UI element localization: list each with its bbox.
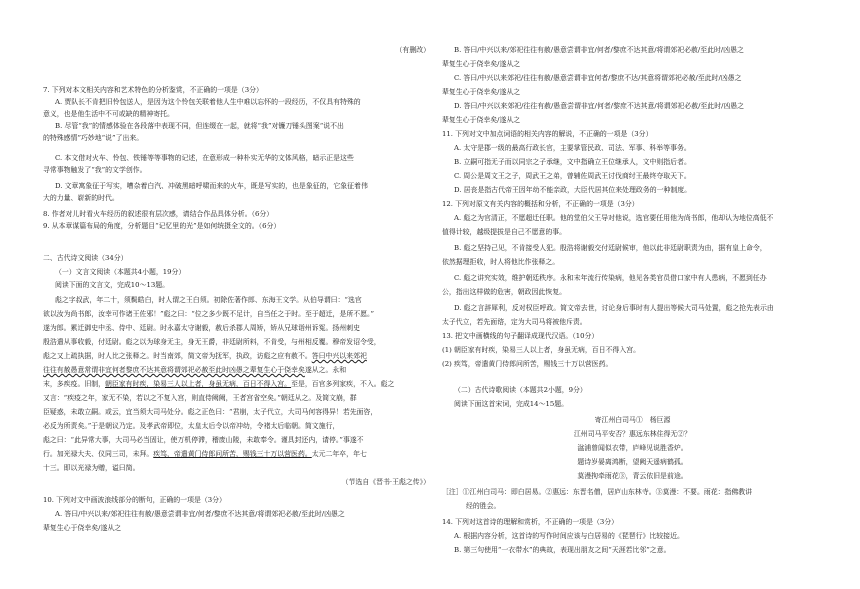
underlined-sentence-1: 朝臣家有时疾，染易三人以上者，身虽无病，百日不得入宫。	[105, 380, 292, 388]
q12-option-d-cont: 太子代立，若先面谘，定为大司马将被他斥责。	[442, 318, 587, 326]
q10-option-c-cont: 辈复生心于侥幸矣/遂从之	[442, 88, 521, 96]
subsection-1-title: （一）文言文阅读（本题共4小题，19分）	[55, 268, 186, 276]
q7-option-a-cont: 意义，也是他生活中不可或缺的精神寄托。	[43, 110, 174, 118]
subsection-1-instruction: 阅读下面的文言文，完成10～13题。	[55, 281, 170, 289]
q7-option-d: D. 文章寓象征于写实，嘈杂着白汽、冲破黑暗呼啸而来的火车，既是写实的，也是象征的，它象征着伟	[55, 182, 368, 190]
question-13-title: 13. 把文中画横线的句子翻译成现代汉语。（10分）	[442, 332, 599, 340]
q14-option-a: A. 根据内容分析，这首诗的写作时间应该与白居易的《琵琶行》比较接近。	[454, 532, 684, 540]
q10-option-d-cont: 辈复生心于侥幸矣/遂从之	[442, 116, 521, 124]
q7-option-d-cont: 大的力量、崭新的时代。	[43, 194, 119, 202]
source-note: （有删改）	[395, 46, 430, 54]
q12-option-b-cont: 依然据理拒收，时人将他比作张释之。	[442, 258, 560, 266]
q11-option-b: B. 立嗣可指无子而以同宗之子承继，文中指确立王位继承人，文中则指后者。	[454, 158, 691, 166]
q12-option-c: C. 彪之讲究实效，维护朝廷秩序。永和末年流行传染病，他见各类官员借口家中有人患病，不愿到任办	[454, 274, 767, 282]
q10-option-a: A. 答曰/中兴以来/郊祀往往有赦/愚意尝谓非宜/何者/黎庶不达其意/将谓郊祀必赦/至此时/凶愚之	[55, 510, 345, 518]
q10-option-a-cont: 辈复生心于侥幸矣/遂从之	[43, 524, 122, 532]
q7-option-c: C. 本文借对火车、怜包、铁锤等等事物的记述，在意形成一种朴实无华的文体风格，暗示正是这些	[55, 154, 354, 162]
passage-line: 又言：“疾疫之年，家无不染，若以之不复入宫，则直侍阙阙，王者宫省空矣。”朝廷从之。及简文崩，群	[43, 394, 357, 402]
subsection-2-title: （二）古代诗歌阅读（本题共2小题，9分）	[454, 386, 587, 394]
passage-source: （节选自《晋书·王彪之传》）	[341, 478, 430, 486]
q7-option-b-cont: 的特殊感情”巧妙地“说”了出来。	[43, 134, 144, 142]
underlined-sentence-2: 疾笃，帝遣黄门侍郎问所苦，赐钱三十万以营医药。	[153, 450, 312, 458]
q13-item-2: (2) 疾笃，帝遣黄门侍郎问所苦，赐钱三十万以营医药。	[442, 360, 613, 368]
q10-option-d: D. 答曰/中兴以来郊祀/往往有赦/愚意尝谓非宜/何者/黎庶不达其意/将谓郊祀必赦/至此时/凶愚之	[454, 102, 745, 110]
q11-option-d: D. 居丧是指古代帝王因年幼不能亲政，大臣代居其位来处理政务的一种制度。	[454, 186, 692, 194]
passage-line: 末，多疾疫。旧制，朝臣家有时疾，染易三人以上者，身虽无病，百日不得入宫。至是，百官多列家疾，不入。彪之	[43, 380, 395, 388]
q12-option-a-cont: 值得计较，越级提拔是自己不愿意的事。	[442, 228, 567, 236]
q11-option-a: A. 太守是郡一级的最高行政长官，主要掌管民政、司法、军事、科举等事务。	[454, 144, 691, 152]
question-10-title: 10. 下列对文中画波浪线部分的断句，正确的一项是（3分）	[43, 496, 226, 504]
q10-option-c: C. 答曰/中兴以来郊祀/往往有赦/愚意尝谓非宜何者/黎庶不达/其意将谓郊祀必赦/至此时/凶愚之	[454, 74, 742, 82]
q12-option-d: D. 彪之言辞犀利，反对权臣呼政。简文帝去世，讨论身后事时有人提出等候大司马处置，彪之抢先表示由	[454, 304, 774, 312]
q7-option-a: A. 贾队长不肯把旧怜包送人，是因为这个怜包关联着他人生中难以忘怀的一段经历，不仅具有特殊的	[55, 98, 361, 106]
passage-line: 遂为郎。累迁御史中丞、侍中、廷尉。时永嘉太守谢毅，赦后杀郡人周矫，矫从兄球诣州诉冤。扬州刺史	[43, 324, 360, 332]
q13-item-1: (1) 朝臣家有时疾，染易三人以上者，身虽无病，百日不得入宫。	[442, 346, 640, 354]
wavy-underlined-text: 往往有赦愚意常谓非宜何者黎庶不达其意将谓郊祀必赦至此时凶愚之辈复生心于侥幸矣	[43, 366, 305, 374]
wavy-underlined-text: 答曰中兴以来郊祀	[311, 352, 367, 360]
poem-line: 莫漫拘牵雨花③，青云依旧是前途。	[577, 472, 688, 480]
passage-line: 必反为所责矣。”于是朝议乃定。及孝武帝即位，太皇太后令以帝冲幼，令褚太后临朝。简文施行，	[43, 422, 340, 430]
poem-title: 寄江州白司马① 杨巨源	[594, 416, 671, 424]
question-12-title: 12. 下列对原文有关内容的概括和分析，不正确的一项是（3分）	[442, 200, 639, 208]
q11-option-c: C. 周公是周文王之子，周武王之弟，曾辅佐周武王讨伐商纣王最终夺取天下。	[454, 172, 691, 180]
question-7-title: 7. 下列对本文相关内容和艺术特色的分析鉴赏，不正确的一项是（3分）	[43, 86, 263, 94]
question-14-title: 14. 下列对这首诗的理解和赏析，不正确的一项是（3分）	[442, 518, 619, 526]
passage-line: 欲以汝为尚书郎，汝幸可作诸王佐邪！”彪之曰：“位之多少既不足计，自当任之于时。至于超迁，是所不愿。”	[43, 310, 374, 318]
question-9: 9. 从本章谋篇布局的角度，分析题目“记忆里的光”是如何统摄全文的。（6分）	[43, 222, 281, 230]
q7-option-c-cont: 寻常事物触发了“我”的文学创作。	[43, 166, 147, 174]
poem-line: 湓浦曾闻似衣带，庐峰见说胜香炉。	[577, 444, 688, 452]
q12-option-c-cont: 公，指出这样做的危害，朝政因此恢复。	[442, 288, 567, 296]
poem-line: 江州司马平安否？惠远东林住得无②？	[573, 430, 692, 438]
poem-note: ［注］①江州白司马：即白居易。②惠远：东晋名僧，居庐山东林寺。③莫漫：不要。雨花：指佛教讲	[442, 488, 753, 496]
question-11-title: 11. 下列对文中加点词语的相关内容的解说，不正确的一项是（3分）	[442, 130, 653, 138]
passage-line: 十三。即以光禄为赠，谥曰简。	[43, 464, 140, 472]
passage-line: 行。加光禄大夫、仪同三司，未拜。疾笃，帝遣黄门侍郎问所苦，赐钱三十万以营医药。太元二年卒，年七	[43, 450, 367, 458]
q14-option-b: B. 第三句使用“一衣带水”的典故，表现出朋友之间“天涯若比邻”之意。	[454, 546, 671, 554]
passage-line: 彪之字叔武，年二十，须鬓皓白，时人谓之王白须。初除佐著作郎、东海王文学。从伯导谓曰：“选官	[55, 296, 362, 304]
poem-note-cont: 经的胜会。	[466, 502, 501, 510]
passage-line: 殷浩遣从事收毅，付廷尉。彪之以为球身无主，身无王爵，非廷尉所料，不肯受，与州相反覆。穆帝发诏令受，	[43, 338, 381, 346]
subsection-2-instruction: 阅读下面这首宋词，完成14～15题。	[454, 400, 569, 408]
question-8: 8. 作者对儿时看火车经历的叙述很有层次感，请结合作品具体分析。（6分）	[43, 210, 274, 218]
passage-line: 彪之曰：“此异常大事，大司马必当固让，使万机停滞，稽废山陵，未敢奉令。谨具封还内，请停。”事遂不	[43, 436, 364, 444]
passage-line: 彪之又上疏执据，时人比之张释之。时当南郊，简文帝为抚军，执政，访彪之应有赦不。答曰中兴以来郊祀	[43, 352, 367, 360]
q12-option-b: B. 彪之坚持己见，不肯接受人犯。殷浩将谢毅交付廷尉候审，他以此非廷尉职责为由，据有皇上命令，	[454, 244, 767, 252]
q12-option-a: A. 彪之为官清正，不愿超迁任职。他的堂伯父王导对他说，选官要任用他为尚书郎，他却认为地位高低不	[454, 214, 774, 222]
q10-option-b: B. 答曰/中兴以来/郊祀往往有赦/愚意尝谓非宜/何者/黎庶不达其意/将谓郊祀必赦/至此时/凶愚之	[454, 46, 744, 54]
passage-line: 臣疑惑，未敢立嗣。或云，宜当须大司马处分。彪之正色曰：“君崩，太子代立，大司马何容得异！若先面咨，	[43, 408, 378, 416]
passage-line: 往往有赦愚意常谓非宜何者黎庶不达其意将谓郊祀必赦至此时凶愚之辈复生心于侥幸矣遂从之。永和	[43, 366, 347, 374]
section-2-title: 二、古代诗文阅读（34分）	[43, 254, 128, 262]
q7-option-b: B. 尽管“我”的情感体验在各段落中表现不同，但连缀在一起，就将“我”对镰刀锤头图案“说不出	[55, 122, 344, 130]
q10-option-b-cont: 辈复生心于侥幸矣/遂从之	[442, 60, 521, 68]
poem-line: 题诗岁晏离鸿断，望阙天遥病鹤孤。	[577, 458, 688, 466]
